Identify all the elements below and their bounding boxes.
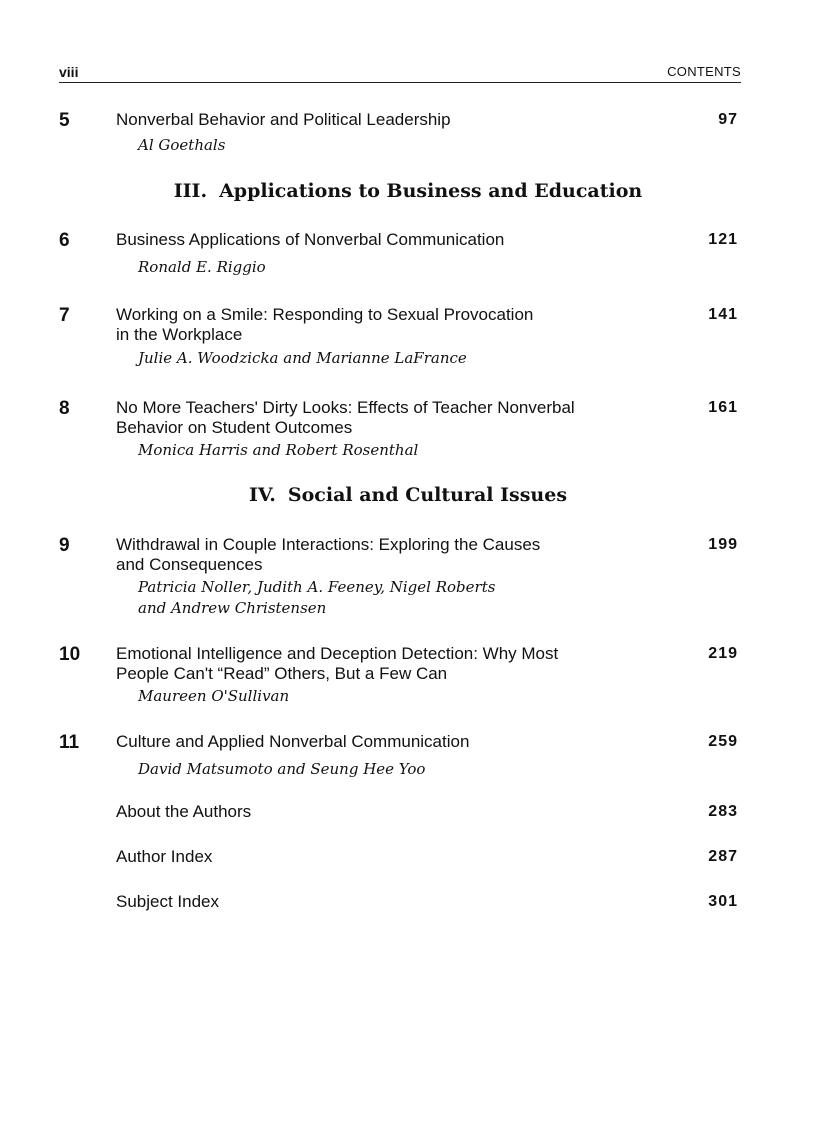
page-number: 259 xyxy=(708,733,738,750)
part-title: Applications to Business and Education xyxy=(219,180,643,202)
chapter-title[interactable]: No More Teachers' Dirty Looks: Effects of Teacher Nonverbal Behavior on Student Outcomes xyxy=(116,398,575,437)
part-numeral: III. xyxy=(173,180,208,202)
chapter-number: 5 xyxy=(59,110,70,131)
page-number: 283 xyxy=(708,803,738,820)
chapter-title[interactable]: Working on a Smile: Responding to Sexual Provocation in the Workplace xyxy=(116,305,534,344)
running-head: CONTENTS xyxy=(667,64,741,79)
page-number: 121 xyxy=(708,231,738,248)
chapter-author: Julie A. Woodzicka and Marianne LaFrance xyxy=(138,349,467,367)
chapter-number: 6 xyxy=(59,230,70,251)
page-number: 141 xyxy=(708,306,738,323)
chapter-author: Monica Harris and Robert Rosenthal xyxy=(138,441,419,459)
part-heading-iii xyxy=(0,180,816,202)
chapter-author: Patricia Noller, Judith A. Feeney, Nigel Roberts and Andrew Christensen xyxy=(138,578,496,617)
page-number: 161 xyxy=(708,399,738,416)
page-folio: viii xyxy=(59,64,79,80)
part-title: Social and Cultural Issues xyxy=(287,484,568,506)
chapter-number: 9 xyxy=(59,535,70,556)
running-header xyxy=(59,64,741,84)
chapter-author: Maureen O'Sullivan xyxy=(138,687,290,705)
header-rule xyxy=(59,82,741,83)
back-matter-title[interactable]: Author Index xyxy=(116,847,213,866)
page-number: 97 xyxy=(718,111,738,128)
chapter-number: 7 xyxy=(59,305,70,326)
page-number: 199 xyxy=(708,536,738,553)
chapter-title[interactable]: Nonverbal Behavior and Political Leadership xyxy=(116,110,451,129)
page-number: 301 xyxy=(708,893,738,910)
chapter-number: 10 xyxy=(59,644,81,665)
page-number: 219 xyxy=(708,645,738,662)
chapter-title[interactable]: Culture and Applied Nonverbal Communication xyxy=(116,732,470,751)
chapter-number: 8 xyxy=(59,398,70,419)
chapter-title[interactable]: Business Applications of Nonverbal Communication xyxy=(116,230,505,249)
chapter-number: 11 xyxy=(59,732,80,753)
chapter-author: Ronald E. Riggio xyxy=(138,258,266,276)
page-number: 287 xyxy=(708,848,738,865)
part-heading-iv xyxy=(0,484,816,506)
chapter-title[interactable]: Emotional Intelligence and Deception Detection: Why Most People Can't “Read” Others, But a Few Can xyxy=(116,644,559,683)
back-matter-title[interactable]: Subject Index xyxy=(116,892,220,911)
chapter-author: David Matsumoto and Seung Hee Yoo xyxy=(138,760,426,778)
chapter-title[interactable]: Withdrawal in Couple Interactions: Exploring the Causes and Consequences xyxy=(116,535,541,574)
chapter-author: Al Goethals xyxy=(138,136,226,154)
back-matter-title[interactable]: About the Authors xyxy=(116,802,252,821)
part-numeral: IV. xyxy=(248,484,276,506)
